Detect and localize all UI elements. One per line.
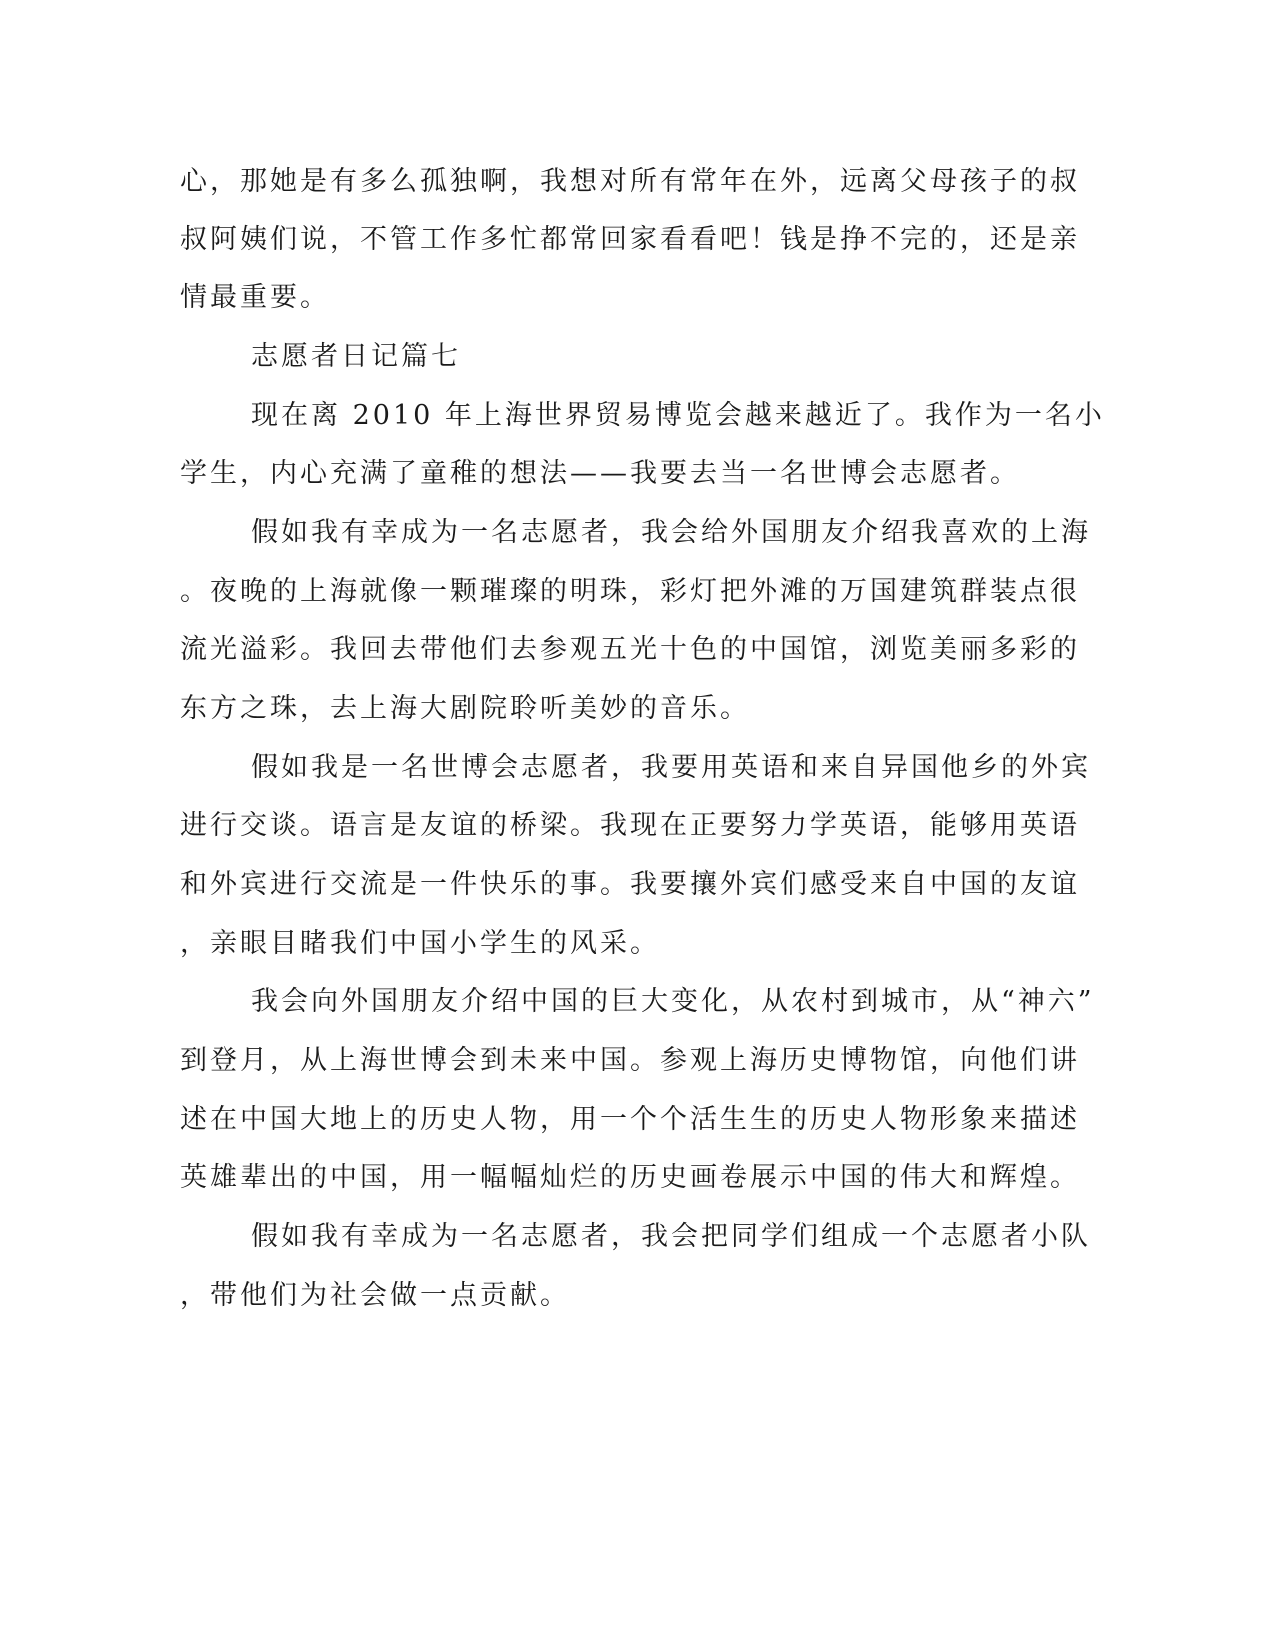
text-line: 英雄辈出的中国，用一幅幅灿烂的历史画卷展示中国的伟大和辉煌。 bbox=[180, 1162, 1080, 1193]
text-line: 述在中国大地上的历史人物，用一个个活生生的历史人物形象来描述 bbox=[180, 1104, 1080, 1135]
text-line: 东方之珠，去上海大剧院聆听美妙的音乐。 bbox=[180, 693, 750, 724]
text-line: 假如我有幸成为一名志愿者，我会把同学们组成一个志愿者小队 bbox=[251, 1221, 1091, 1252]
text-line: 我会向外国朋友介绍中国的巨大变化，从农村到城市，从“神六” bbox=[251, 986, 1095, 1017]
text-line: 流光溢彩。我回去带他们去参观五光十色的中国馆，浏览美丽多彩的 bbox=[180, 634, 1080, 665]
text-line: 学生，内心充满了童稚的想法——我要去当一名世博会志愿者。 bbox=[180, 458, 1020, 489]
text-line: 到登月，从上海世博会到未来中国。参观上海历史博物馆，向他们讲 bbox=[180, 1045, 1080, 1076]
text-line: 和外宾进行交流是一件快乐的事。我要攘外宾们感受来自中国的友谊 bbox=[180, 869, 1080, 900]
text-line: 。夜晚的上海就像一颗璀璨的明珠，彩灯把外滩的万国建筑群装点很 bbox=[180, 576, 1080, 607]
text-line: ，亲眼目睹我们中国小学生的风采。 bbox=[180, 928, 660, 959]
text-line: 叔阿姨们说，不管工作多忙都常回家看看吧！钱是挣不完的，还是亲 bbox=[180, 224, 1080, 255]
text-line: ，带他们为社会做一点贡献。 bbox=[180, 1280, 570, 1311]
section-heading: 志愿者日记篇七 bbox=[251, 341, 461, 372]
text-line: 假如我是一名世博会志愿者，我要用英语和来自异国他乡的外宾 bbox=[251, 752, 1091, 783]
text-line: 假如我有幸成为一名志愿者，我会给外国朋友介绍我喜欢的上海 bbox=[251, 517, 1091, 548]
text-line: 现在离 2010 年上海世界贸易博览会越来越近了。我作为一名小 bbox=[251, 400, 1105, 431]
text-line: 情最重要。 bbox=[180, 282, 330, 313]
text-line: 心，那她是有多么孤独啊，我想对所有常年在外，远离父母孩子的叔 bbox=[180, 166, 1080, 197]
text-line: 进行交谈。语言是友谊的桥梁。我现在正要努力学英语，能够用英语 bbox=[180, 810, 1080, 841]
